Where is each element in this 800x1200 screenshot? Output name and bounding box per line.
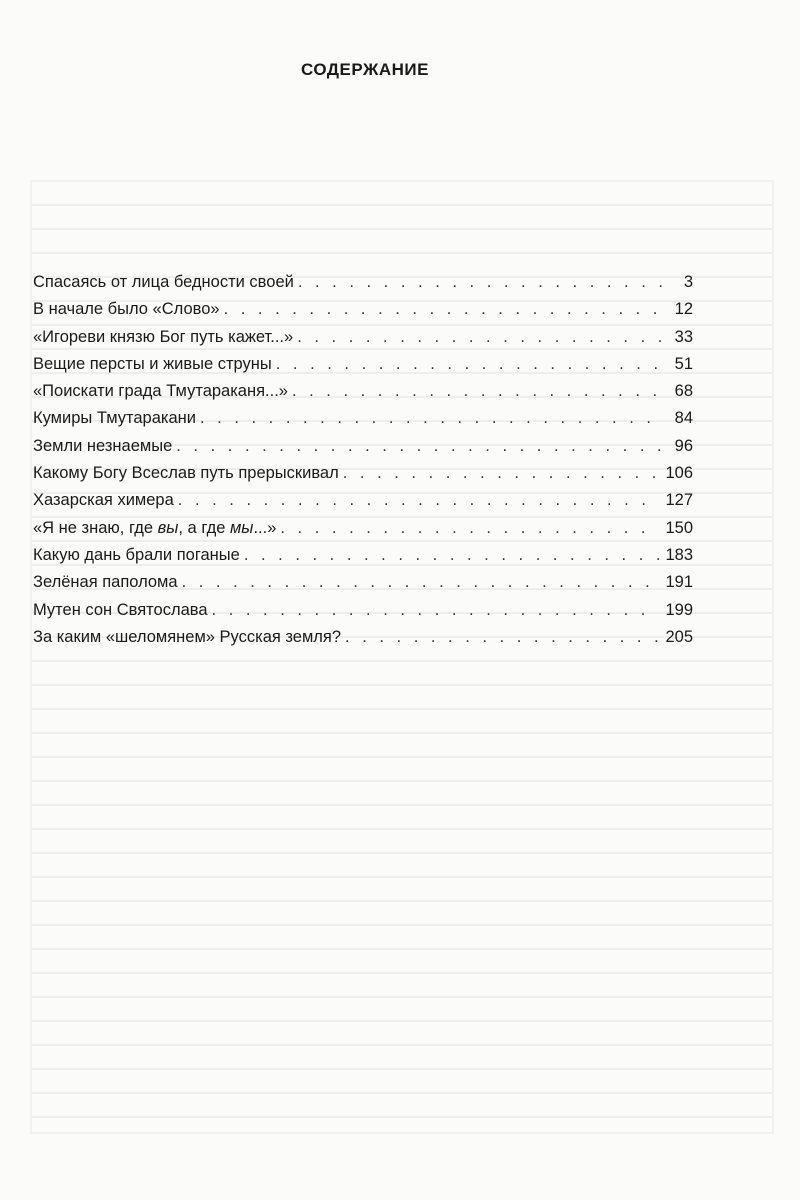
dot-leader	[298, 273, 663, 292]
toc-entry	[33, 328, 693, 355]
dot-leader	[276, 355, 663, 374]
dot-leader	[212, 601, 660, 620]
toc-entry-page: 127	[665, 491, 693, 510]
toc-entry-title: Зелёная паполома	[33, 573, 178, 592]
dot-leader	[244, 546, 660, 565]
toc-entry-title: Вещие персты и живые струны	[33, 354, 272, 373]
toc-entry-title: «Игореви князю Бог путь кажет...»	[33, 327, 294, 346]
toc-entry	[33, 300, 693, 327]
toc-entry-title: Какому Богу Всеслав путь прерыскивал	[33, 464, 339, 483]
toc-entry-title: Мутен сон Святослава	[33, 600, 208, 619]
toc-entry	[33, 464, 693, 491]
toc-entry-title: «Поискати града Тмутараканя...»	[33, 382, 288, 401]
toc-title-italic-part: мы	[230, 518, 254, 537]
toc-entry	[33, 573, 693, 600]
toc-entry-title: За каким «шеломянем» Русская земля?	[33, 627, 342, 646]
toc-entry	[33, 519, 693, 546]
dot-leader	[200, 409, 663, 428]
toc-entry	[33, 273, 693, 300]
toc-entry-page: 12	[674, 300, 693, 319]
toc-entry	[33, 382, 693, 409]
toc-entry-title: Какую дань брали поганые	[33, 545, 240, 564]
toc-entry-page: 51	[674, 354, 693, 373]
toc-entry	[33, 601, 693, 628]
toc-entry-page: 68	[674, 382, 693, 401]
toc-entry-page: 33	[674, 327, 693, 346]
toc-entry-title: Хазарская химера	[33, 491, 174, 510]
toc-entry	[33, 437, 693, 464]
table-of-contents	[33, 273, 693, 655]
toc-entry	[33, 546, 693, 573]
page-title: СОДЕРЖАНИЕ	[301, 60, 429, 79]
toc-entry-title: Кумиры Тмутаракани	[33, 409, 196, 428]
dot-leader	[292, 382, 663, 401]
dot-leader	[224, 300, 663, 319]
toc-entry-page: 106	[665, 464, 693, 483]
toc-title-part: «Я не знаю, где	[33, 518, 158, 537]
toc-entry	[33, 491, 693, 518]
toc-entry-page: 199	[665, 600, 693, 619]
dot-leader	[178, 491, 660, 510]
dot-leader	[280, 519, 659, 538]
toc-entry-page: 3	[683, 273, 693, 291]
toc-entry-page: 191	[665, 573, 693, 592]
toc-entry	[33, 409, 693, 436]
toc-entry-title: Спасаясь от лица бедности своей	[33, 273, 294, 291]
toc-title-italic-part: вы	[157, 518, 179, 537]
toc-title-part: ...»	[253, 518, 277, 537]
toc-entry-page: 84	[674, 409, 693, 428]
dot-leader	[343, 464, 660, 483]
toc-entry-title: Земли незнаемые	[33, 436, 173, 455]
dot-leader	[297, 328, 663, 347]
toc-entry	[33, 355, 693, 382]
toc-entry-title	[33, 519, 276, 538]
toc-entry-title: В начале было «Слово»	[33, 300, 220, 319]
toc-entry	[33, 628, 693, 655]
toc-entry-page: 205	[665, 627, 693, 646]
toc-entry-page: 96	[674, 436, 693, 455]
toc-title-part: , а где	[178, 518, 230, 537]
toc-entry-page: 183	[665, 545, 693, 564]
dot-leader	[182, 573, 660, 592]
toc-entry-page: 150	[665, 518, 693, 537]
dot-leader	[345, 628, 659, 647]
dot-leader	[176, 437, 663, 456]
